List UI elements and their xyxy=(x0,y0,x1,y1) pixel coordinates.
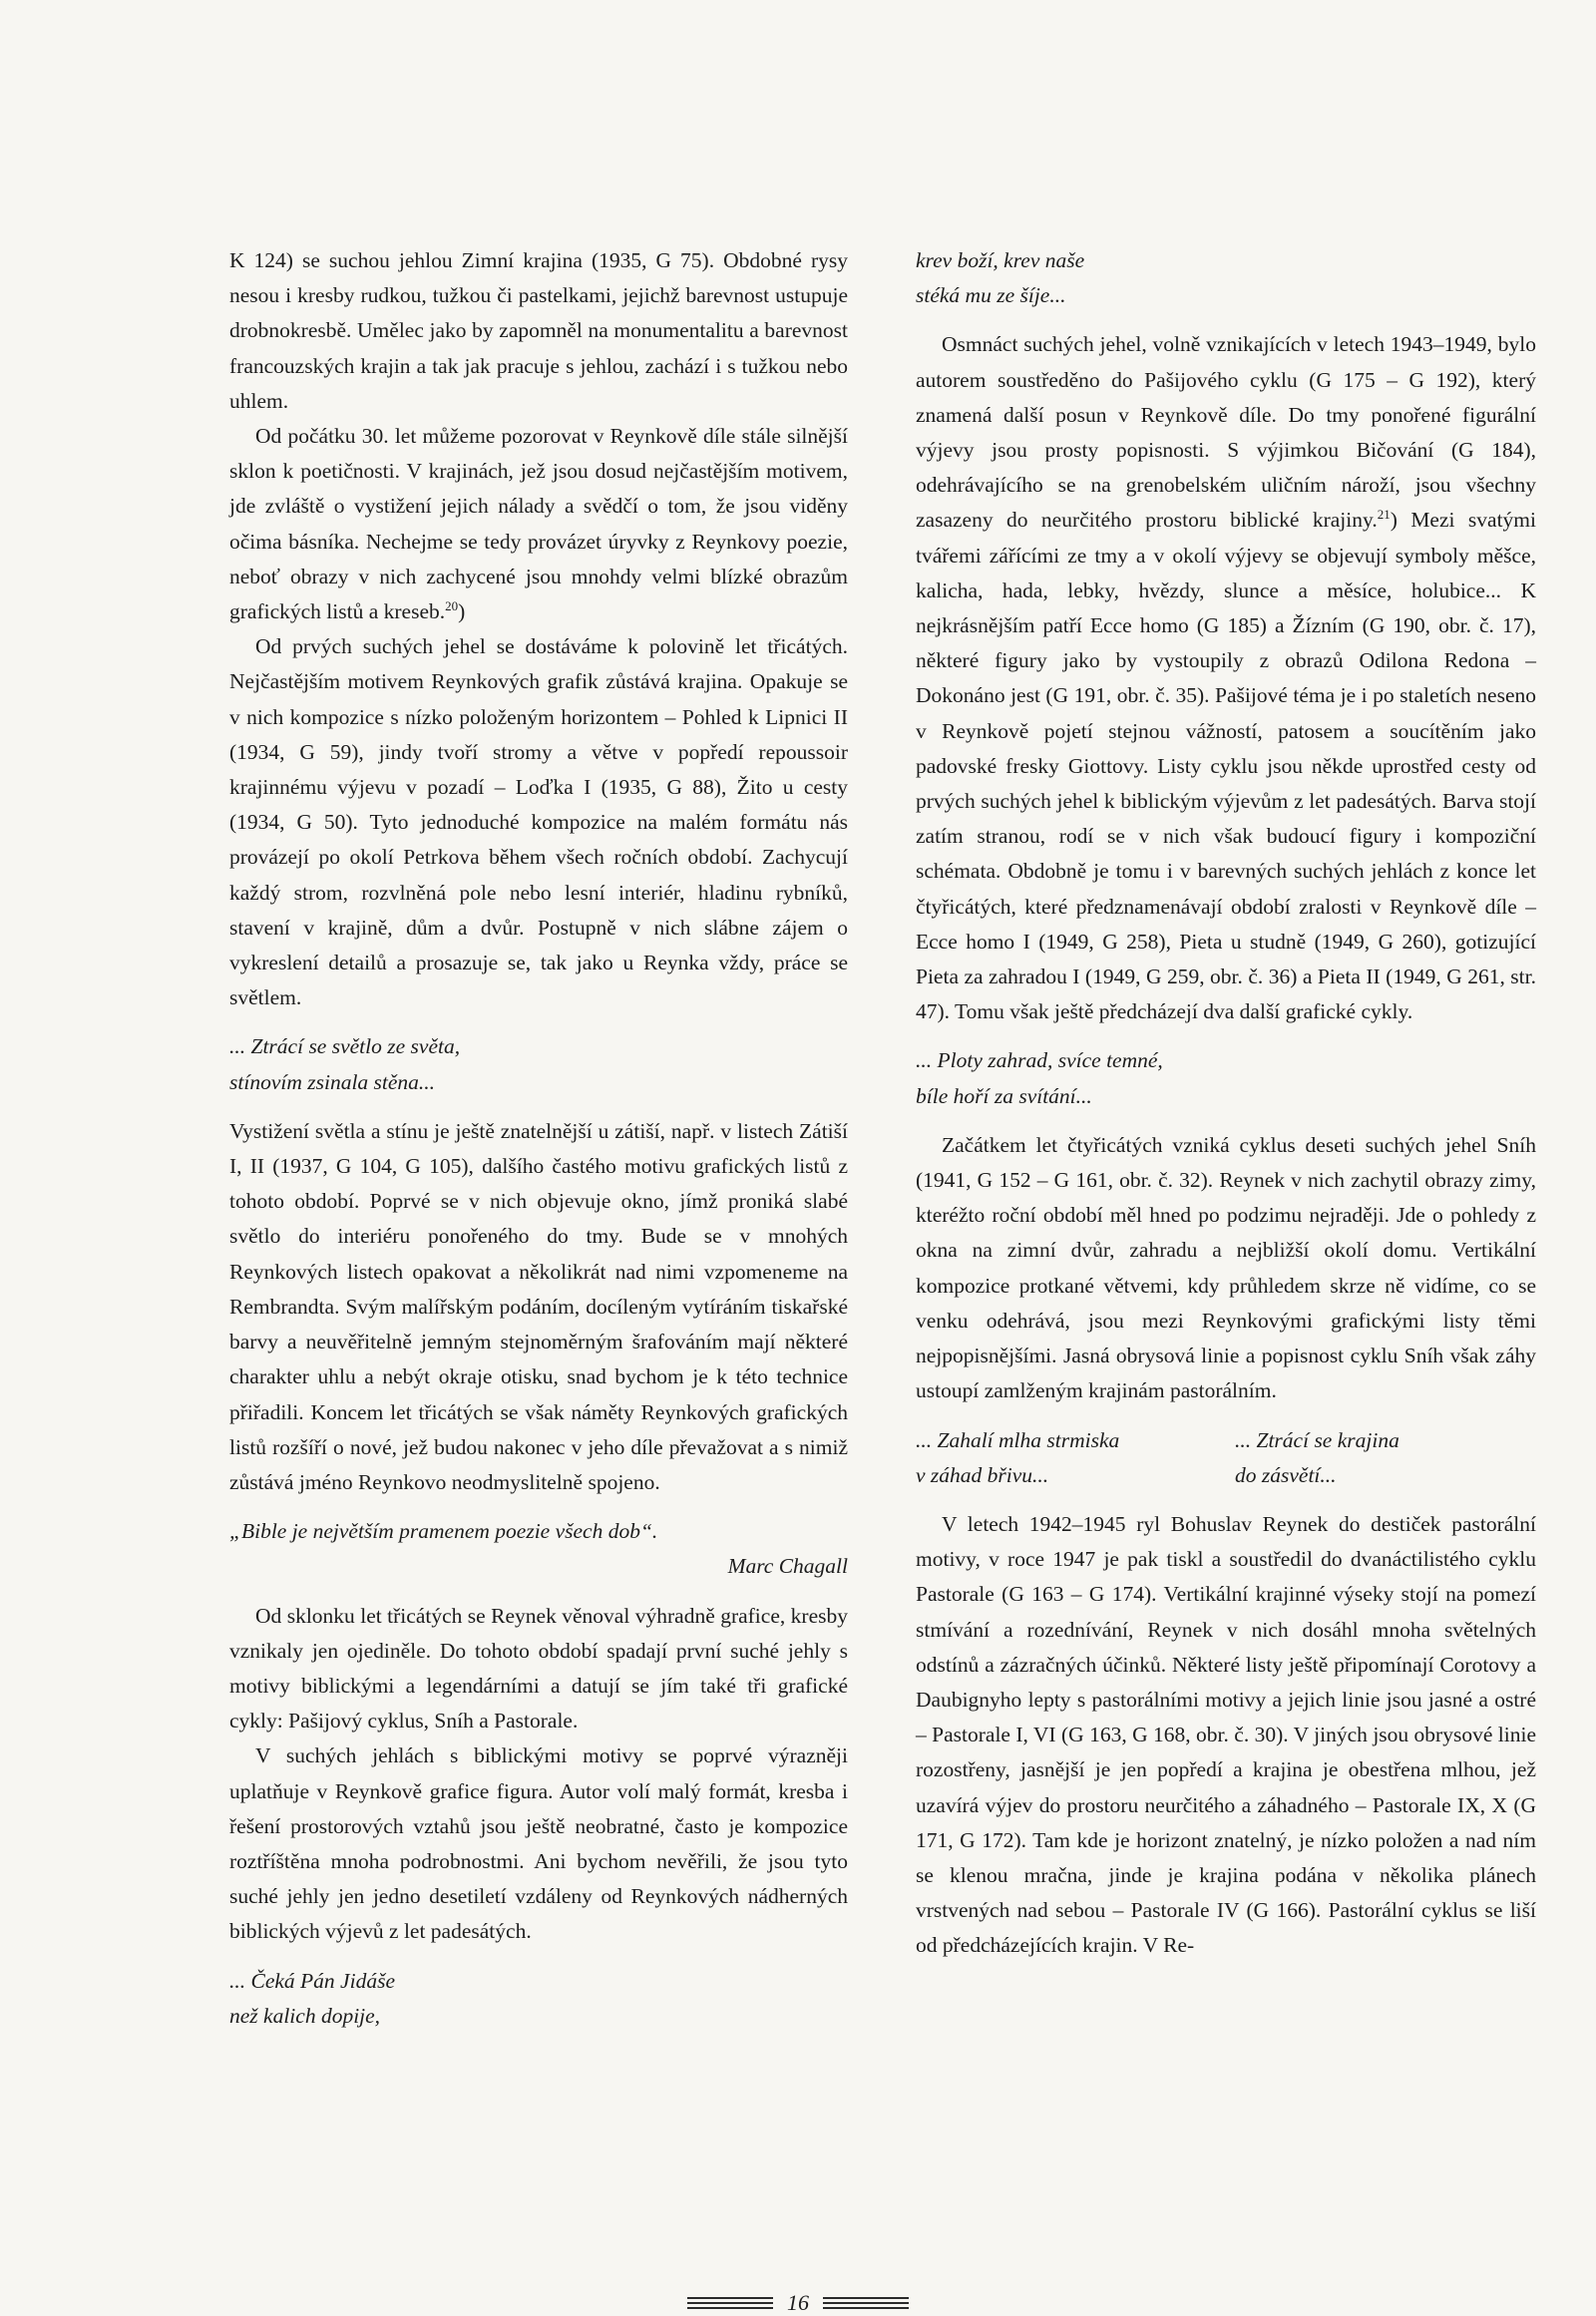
poem-line: v záhad břivu... xyxy=(916,1462,1049,1487)
poem-excerpt xyxy=(916,1043,1536,1113)
footnote-ref: 21 xyxy=(1377,507,1391,523)
poem-line: ... Ztrácí se světlo ze světa, xyxy=(229,1034,461,1059)
left-column xyxy=(229,243,848,2034)
poem-line: bíle hoří za svítání... xyxy=(916,1083,1092,1108)
poem-line: stéká mu ze šíje... xyxy=(916,283,1066,308)
poem-line: stínovím zsinala stěna... xyxy=(229,1069,436,1094)
poem-line: ... Ztrácí se krajina xyxy=(1235,1427,1399,1452)
paragraph: Vystižení světla a stínu je ještě znatelnější u zátiší, např. v listech Zátiší I, II (1937, G 104, G 105), dalšího častého motivu grafických listů z tohoto období. Poprvé se v nich objevuje okno, jímž proniká slabé světlo do interiéru ponořeného do tmy. Bude se v mnohých Reynkových listech opakovat a několikrát nad nimi vzpomeneme na Rembrandta. Svým malířským podáním, docíleným vytíráním tiskařské barvy a neuvěřitelně jemným stejnoměrným šrafováním mají některé charakter uhlu a nebýt okraje otisku, snad bychom je k této technice přiřadili. Koncem let třicátých se však náměty Reynkových grafických listů rozšíří o nové, jež budou nakonec v jeho díle převažovat a s nimiž zůstává jméno Reynkovo neodmyslitelně spojeno. xyxy=(229,1118,848,1494)
epigraph-quote: „Bible je největším pramenem poezie všech dob“. xyxy=(229,1519,658,1544)
poem-excerpt xyxy=(916,243,1536,313)
paragraph: Začátkem let čtyřicátých vzniká cyklus deseti suchých jehel Sníh (1941, G 152 – G 161, obr. č. 32). Reynek v nich zachytil obrazy zimy, kteréžto roční období měl hned po podzimu nejraději. Jde o pohledy z okna na zimní dvůr, zahradu a nejbližší okolí domu. Vertikální kompozice protkané větvemi, kdy průhledem skrze ně vidíme, co se venku odehrává, jsou mezi Reynkovými grafickými listy těmi nejpopisnějšími. Jasná obrysová linie a popisnost cyklu Sníh však záhy ustoupí zamlženým krajinám pastorálním. xyxy=(916,1132,1536,1403)
poem-excerpt xyxy=(229,1964,848,2034)
decorative-rule xyxy=(823,2297,909,2309)
poem-excerpt xyxy=(229,1029,848,1099)
right-column xyxy=(916,243,1536,1964)
page-footer xyxy=(0,2290,1596,2316)
decorative-rule xyxy=(687,2297,773,2309)
paragraph: Od sklonku let třicátých se Reynek věnoval výhradně grafice, kresby vznikaly jen ojediněle. Do tohoto období spadají první suché jehly s motivy biblickými a legendárními a datují se jím také tři grafické cykly: Pašijový cyklus, Sníh a Pastorale. xyxy=(229,1603,848,1734)
poem-line: ... Čeká Pán Jidáše xyxy=(229,1968,395,1993)
poem-line: ... Ploty zahrad, svíce temné, xyxy=(916,1048,1163,1073)
page-number: 16 xyxy=(787,2290,809,2315)
poem-line: ... Zahalí mlha strmiska xyxy=(916,1427,1120,1452)
paragraph: K 124) se suchou jehlou Zimní krajina (1935, G 75). Obdobné rysy nesou i kresby rudkou, tužkou či pastelkami, jejichž barevnost ustupuje drobnokresbě. Umělec jako by zapomněl na monumentalitu a barevnost francouzských krajin a tak jak pracuje s jehlou, zachází i s tužkou nebo uhlem. xyxy=(229,248,848,413)
paragraph: Osmnáct suchých jehel, volně vznikajících v letech 1943–1949, bylo autorem soustředěno do Pašijového cyklu (G 175 – G 192), který znamená další posun v Reynkově díle. Do tmy ponořené figurální výjevy jsou prosty popisnosti. S výjimkou Bičování (G 184), odehrávajícího se na grenobelském uličním nároží, jsou všechny zasazeny do neurčitého prostoru biblické krajiny.$^{21}$) Mezi svatými tvářemi zářícími ze tmy a v okolí výjevy se objevují symboly měšce, kalicha, hada, lebky, hvězdy, slunce a měsíce, holubice... K nejkrásnějším patří Ecce homo (G 185) a Žízním (G 190, obr. č. 17), některé figury jako by vystoupily z obrazů Odilona Redona – Dokonáno jest (G 191, obr. č. 35). Pašijové téma je i po staletích neseno v Reynkově pojetí stejnou vážností, patosem a soucítěním jako padovské fresky Giottovy. Listy cyklu jsou někde uprostřed cesty od prvých suchých jehel k biblickým výjevům z let padesátých. Barva stojí zatím stranou, rodí se v nich však budoucí figury i kompoziční schémata. Obdobně je tomu i v barevných suchých jehlách z konce let čtyřicátých, které předznamenávají období zralosti v Reynkově díle – Ecce homo I (1949, G 258), Pieta u studně (1949, G 260), gotizující Pieta za zahradou I (1949, G 259, obr. č. 36) a Pieta II (1949, G 261, str. 47). Tomu však ještě předcházejí dva další grafické cykly. xyxy=(916,332,1536,1024)
poem-line: krev boží, krev naše xyxy=(916,248,1085,272)
poem-line: než kalich dopije, xyxy=(229,2003,381,2028)
paragraph: V letech 1942–1945 ryl Bohuslav Reynek do destiček pastorální motivy, v roce 1947 je pak tiskl a soustředil do dvanáctilistého cyklu Pastorale (G 163 – G 174). Vertikální krajinné výseky stojí na pomezí stmívání a rozednívání, Reynek v nich dosáhl mnoha světelných odstínů a zázračných účinků. Některé listy ještě připomínají Corotovy a Daubignyho lepty s pastorálními motivy a jejich linie jsou jasné a ostré – Pastorale I, VI (G 163, G 168, obr. č. 30). V jiných jsou obrysové linie rozostřeny, jasnější je jen popředí a krajina je obestřena mlhou, jež uzavírá výjev do prostoru neurčitého a záhadného – Pastorale IX, X (G 171, G 172). Tam kde je horizont znatelný, je nízko položen a nad ním se klenou mračna, jinde je krajina podána v několika plánech vrstvených nad sebou – Pastorale IV (G 166). Pastorální cyklus se liší od předcházejících krajin. V Re- xyxy=(916,1511,1536,1958)
poem-excerpt-two-column xyxy=(916,1423,1536,1493)
quote-author: Marc Chagall xyxy=(727,1554,848,1579)
poem-line: do zásvětí... xyxy=(1235,1462,1337,1487)
paragraph: Od počátku 30. let můžeme pozorovat v Reynkově díle stále silnější sklon k poetičnosti. V krajinách, jež jsou dosud nejčastějším motivem, jde zvláště o vystižení jejich nálady a svědčí o tom, že jsou viděny očima básníka. Nechejme se tedy provázet úryvky z Reynkovy poezie, neboť obrazy v nich zachycené jsou mnohdy velmi blízké obrazům grafických listů a kreseb.$^{20}$) xyxy=(229,424,848,624)
footnote-ref: 20 xyxy=(445,597,459,613)
paragraph: V suchých jehlách s biblickými motivy se poprvé výrazněji uplatňuje v Reynkově grafice figura. Autor volí malý formát, kresba i řešení prostorových vztahů jsou ještě neobratné, často je kompozice roztříštěna mnoha podrobnostmi. Ani bychom nevěřili, že jsou tyto suché jehly jen jedno desetiletí vzdáleny od Reynkových nádherných biblických výjevů z let padesátých. xyxy=(229,1743,848,1944)
paragraph: Od prvých suchých jehel se dostáváme k polovině let třicátých. Nejčastějším motivem Reynkových grafik zůstává krajina. Opakuje se v nich kompozice s nízko položeným horizontem – Pohled k Lipnici II (1934, G 59), jindy tvoří stromy a větve v popředí repoussoir krajinnému výjevu v pozadí – Loďka I (1935, G 88), Žito u cesty (1934, G 50). Tyto jednoduché kompozice na malém formátu nás provázejí po okolí Petrkova během všech ročních období. Zachycují každý strom, rozvlněná pole nebo lesní interiér, hladinu rybníků, stavení v krajině, dům a dvůr. Postupně v nich slábne zájem o vykreslení detailů a prosazuje se, tak jako u Reynka vždy, práce se světlem. xyxy=(229,634,848,1010)
